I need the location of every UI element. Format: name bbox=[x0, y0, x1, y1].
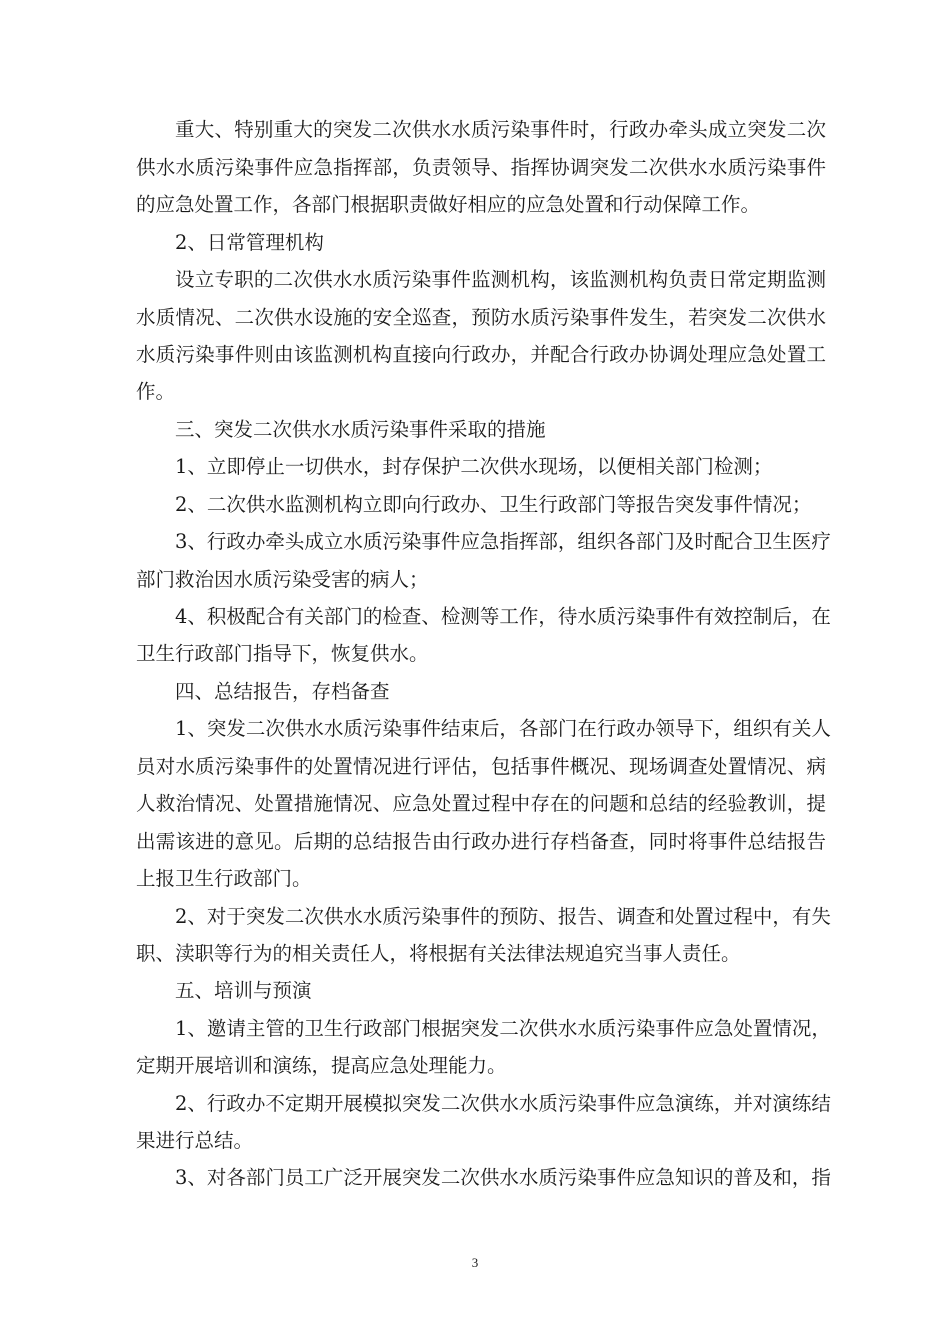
paragraph-line: 水质污染事件则由该监测机构直接向行政办，并配合行政办协调处理应急处置工 bbox=[136, 343, 826, 366]
section-heading: 2、日常管理机构 bbox=[175, 231, 324, 254]
paragraph-line: 员对水质污染事件的处置情况进行评估，包括事件概况、现场调查处置情况、病 bbox=[136, 755, 826, 778]
paragraph-line: 供水水质污染事件应急指挥部，负责领导、指挥协调突发二次供水水质污染事件 bbox=[136, 156, 826, 179]
paragraph-line: 的应急处置工作，各部门根据职责做好相应的应急处置和行动保障工作。 bbox=[136, 193, 761, 216]
section-heading: 五、培训与预演 bbox=[175, 979, 312, 1002]
list-item: 1、立即停止一切供水，封存保护二次供水现场，以便相关部门检测； bbox=[175, 455, 773, 478]
paragraph-line: 部门救治因水质污染受害的病人； bbox=[136, 568, 429, 591]
section-heading: 四、总结报告，存档备查 bbox=[175, 680, 390, 703]
paragraph-line: 果进行总结。 bbox=[136, 1129, 254, 1152]
paragraph-line: 上报卫生行政部门。 bbox=[136, 867, 312, 890]
paragraph-line: 卫生行政部门指导下，恢复供水。 bbox=[136, 642, 429, 665]
list-item: 3、对各部门员工广泛开展突发二次供水水质污染事件应急知识的普及和，指 bbox=[175, 1166, 831, 1189]
paragraph-line: 作。 bbox=[136, 380, 176, 403]
list-item: 1、邀请主管的卫生行政部门根据突发二次供水水质污染事件应急处置情况， bbox=[175, 1017, 831, 1040]
paragraph-line: 人救治情况、处置措施情况、应急处置过程中存在的问题和总结的经验教训，提 bbox=[136, 792, 826, 815]
page-number: 3 bbox=[471, 1255, 479, 1270]
section-heading: 三、突发二次供水水质污染事件采取的措施 bbox=[175, 418, 546, 441]
paragraph-line: 定期开展培训和演练，提高应急处理能力。 bbox=[136, 1054, 507, 1077]
paragraph-line: 职、渎职等行为的相关责任人，将根据有关法律法规追究当事人责任。 bbox=[136, 942, 741, 965]
list-item: 1、突发二次供水水质污染事件结束后，各部门在行政办领导下，组织有关人 bbox=[175, 717, 831, 740]
list-item: 2、二次供水监测机构立即向行政办、卫生行政部门等报告突发事件情况； bbox=[175, 493, 812, 516]
paragraph-line: 水质情况、二次供水设施的安全巡查，预防水质污染事件发生，若突发二次供水 bbox=[136, 306, 826, 329]
paragraph-line: 出需该进的意见。后期的总结报告由行政办进行存档备查，同时将事件总结报告 bbox=[136, 830, 826, 853]
list-item: 4、积极配合有关部门的检查、检测等工作，待水质污染事件有效控制后，在 bbox=[175, 605, 831, 628]
list-item: 3、行政办牵头成立水质污染事件应急指挥部，组织各部门及时配合卫生医疗 bbox=[175, 530, 831, 553]
paragraph-line: 设立专职的二次供水水质污染事件监测机构，该监测机构负责日常定期监测 bbox=[175, 268, 826, 291]
list-item: 2、对于突发二次供水水质污染事件的预防、报告、调查和处置过程中，有失 bbox=[175, 905, 831, 928]
paragraph-line: 重大、特别重大的突发二次供水水质污染事件时，行政办牵头成立突发二次 bbox=[175, 118, 826, 141]
list-item: 2、行政办不定期开展模拟突发二次供水水质污染事件应急演练，并对演练结 bbox=[175, 1092, 831, 1115]
